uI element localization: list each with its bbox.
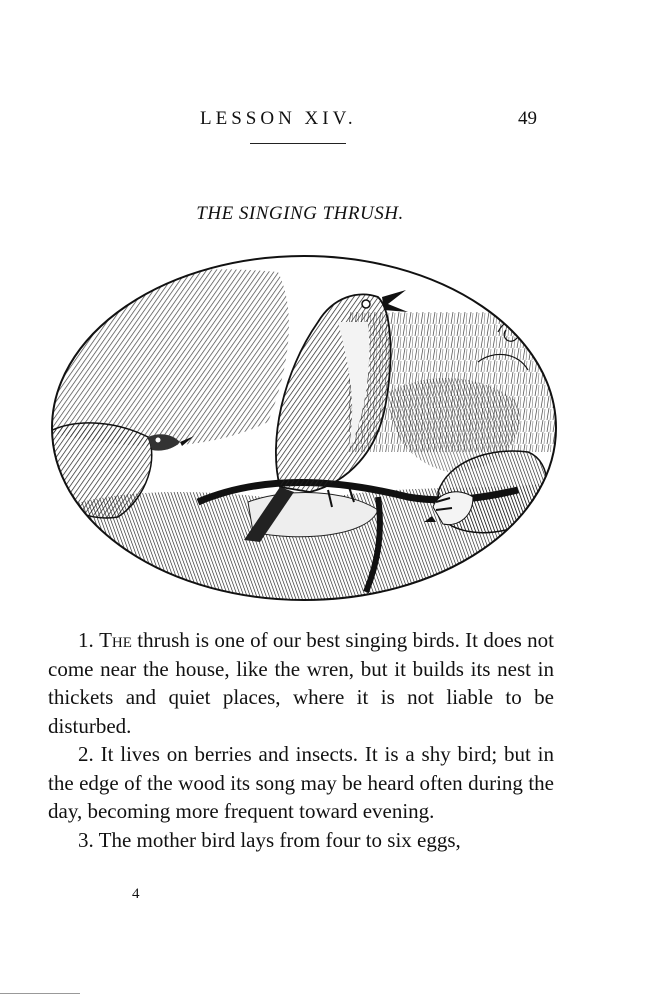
paragraph-text: The mother bird lays from four to six eggs,	[98, 827, 461, 852]
engraving-birds-icon	[48, 252, 560, 604]
paragraph-1	[48, 626, 554, 740]
header-rule	[250, 143, 346, 144]
paragraph-text: thrush is one of our best singing birds. It does not come near the house, like the wren, but it builds its nest in thickets and quiet places, where it is not liable to be disturbed.	[48, 628, 555, 738]
page-number: 49	[518, 108, 537, 129]
illustration-svg	[48, 252, 560, 604]
lesson-heading: LESSON XIV.	[200, 108, 357, 129]
running-header	[0, 108, 645, 138]
paragraph-number: 3.	[78, 827, 94, 852]
paragraph-number: 1.	[78, 628, 94, 652]
lesson-body	[48, 626, 554, 854]
paragraph-2	[48, 740, 554, 826]
paragraph-3	[48, 826, 554, 855]
paragraph-number: 2.	[78, 742, 94, 766]
drop-word: The	[99, 628, 132, 652]
signature-mark: 4	[132, 886, 140, 902]
paragraph-text: It lives on berries and insects. It is a shy bird; but in the edge of the wood its song may be heard often during the day, becoming more frequent toward evening.	[48, 742, 554, 823]
story-title: THE SINGING THRUSH.	[196, 203, 404, 224]
page-edge-line	[0, 993, 80, 994]
